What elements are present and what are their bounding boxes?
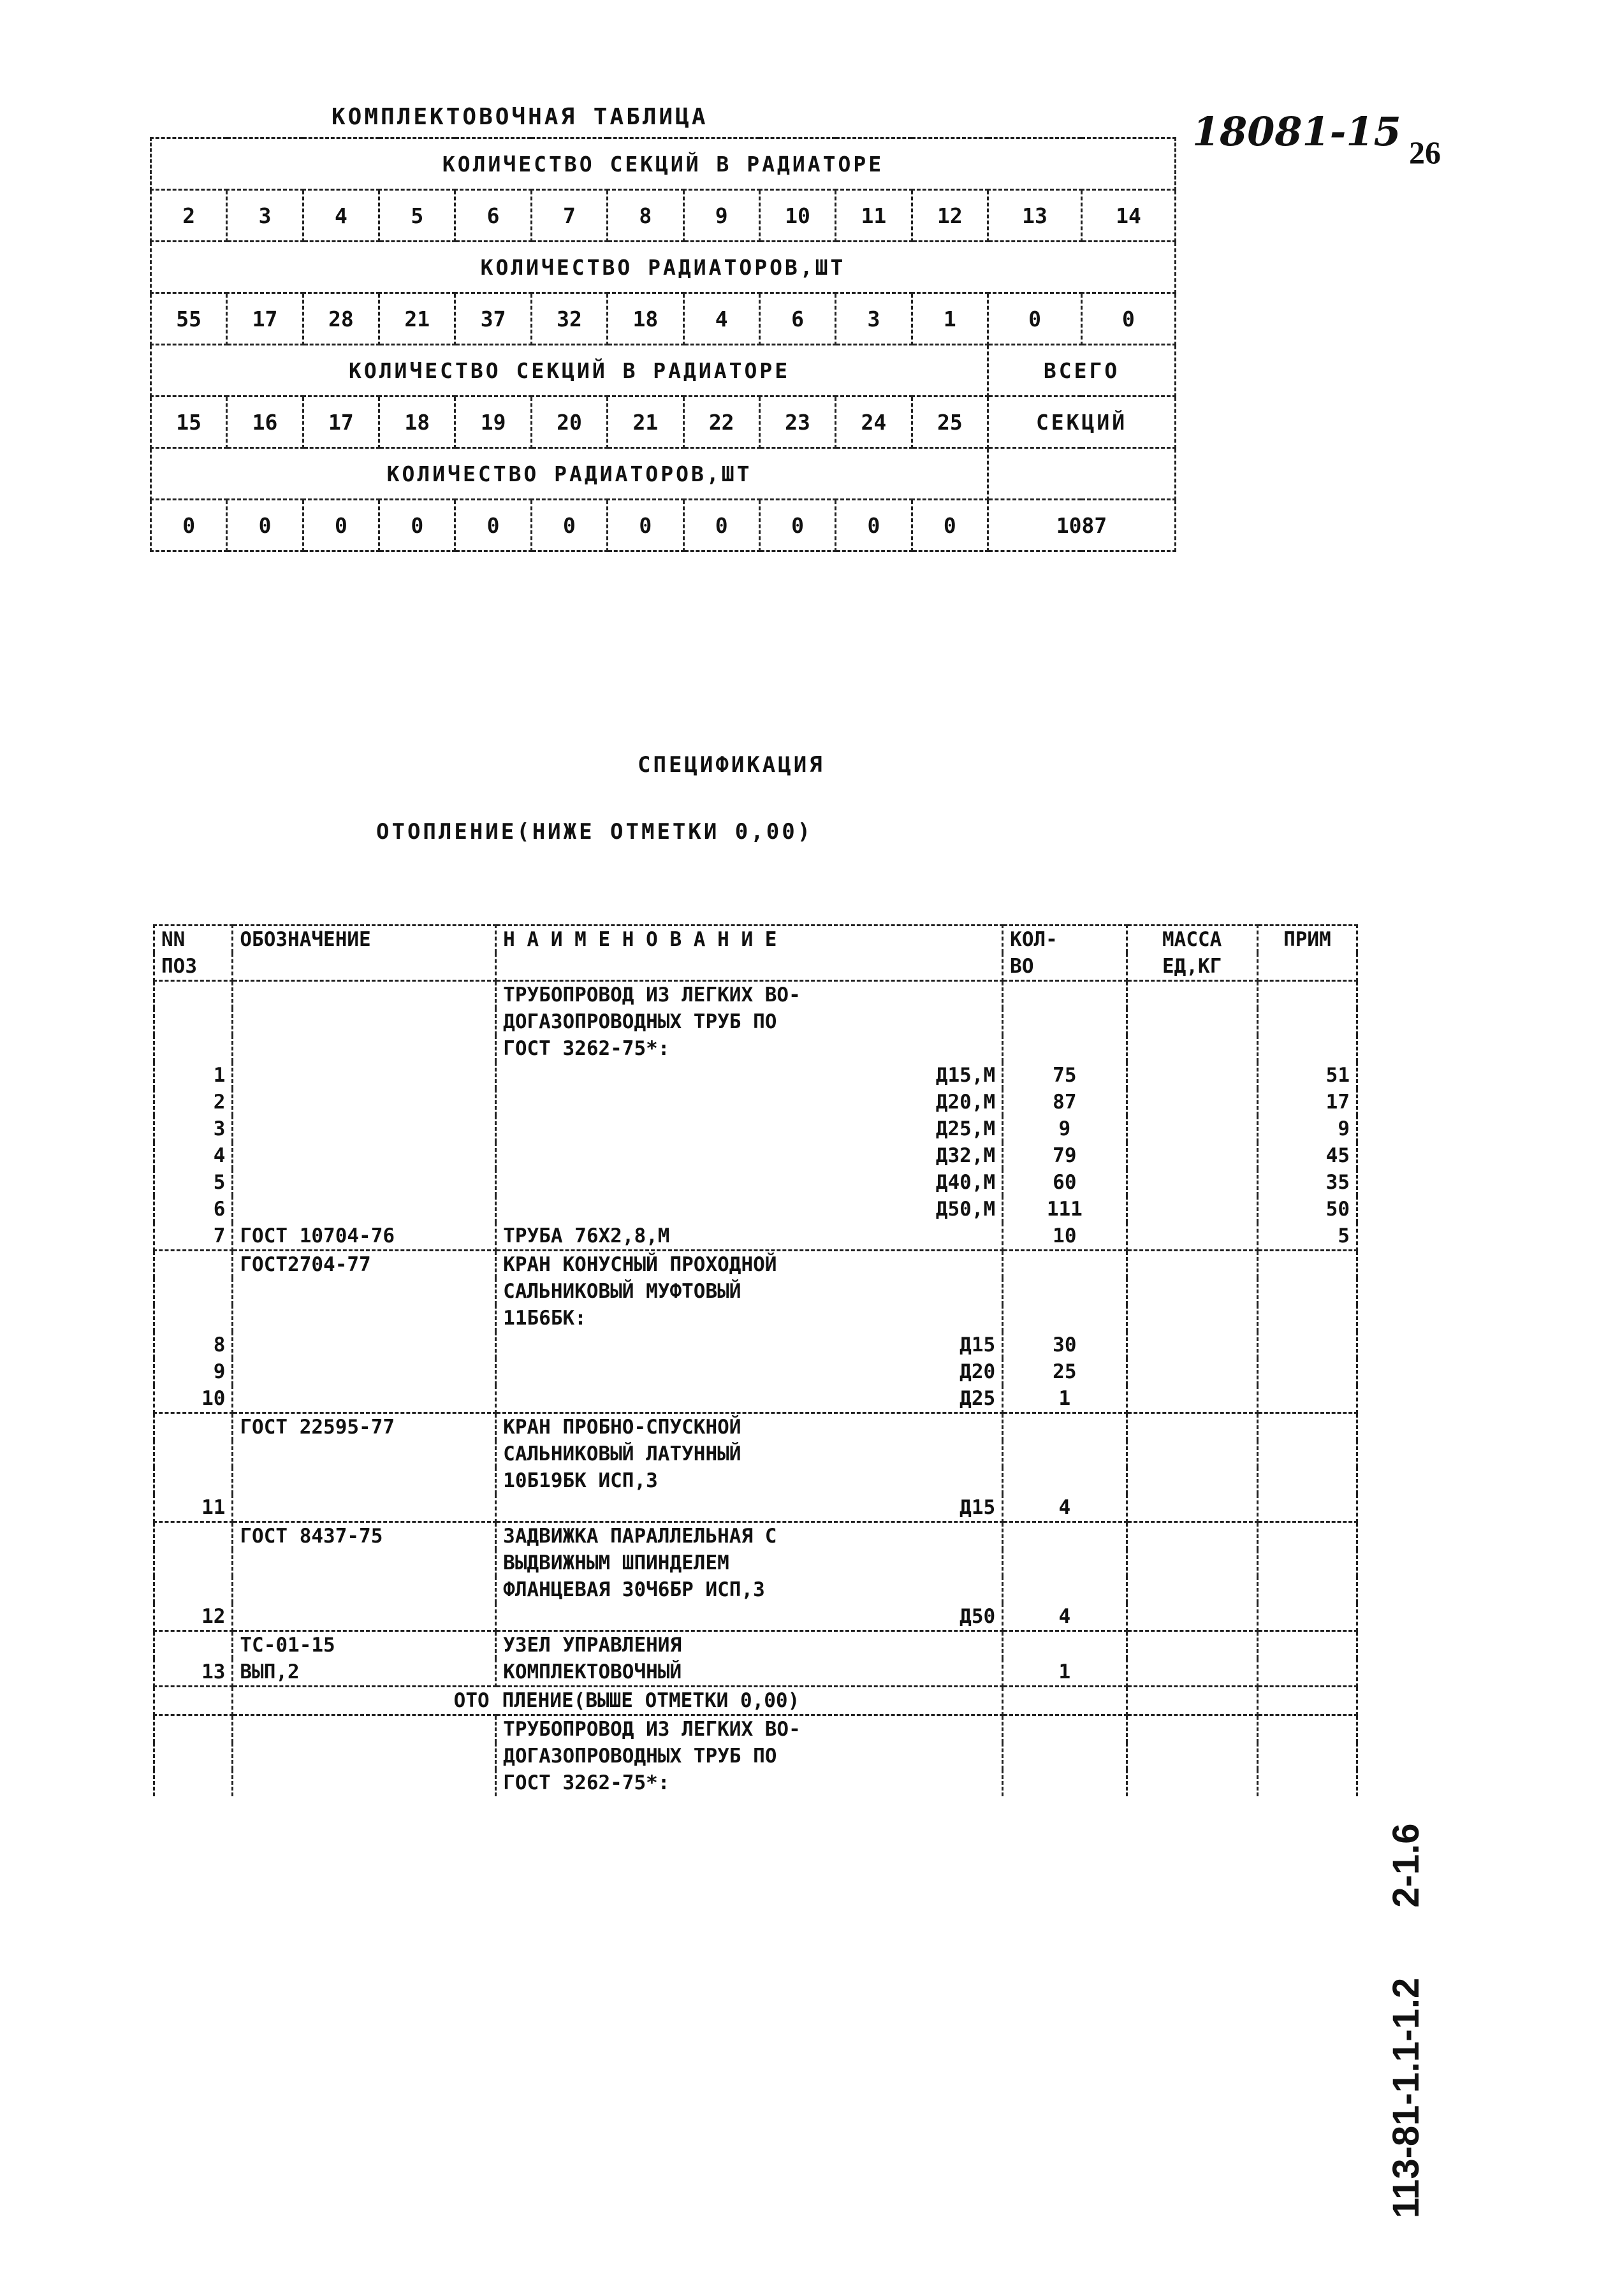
row-kol	[1003, 1769, 1127, 1796]
table-row	[154, 1743, 1357, 1769]
row-poz	[154, 1008, 233, 1035]
row-naim: Д25,М	[496, 1115, 1003, 1142]
completion-table	[150, 137, 1176, 552]
section-empty	[154, 1687, 233, 1715]
row-naim: УЗЕЛ УПРАВЛЕНИЯ	[496, 1631, 1003, 1659]
row-kol: 9	[1003, 1115, 1127, 1142]
table-row	[154, 1251, 1357, 1279]
row-kol	[1003, 1441, 1127, 1467]
row-naim: ГОСТ 3262-75*:	[496, 1035, 1003, 1062]
row-prim: 5	[1257, 1223, 1357, 1251]
cell: 6	[759, 293, 835, 345]
tail-body	[154, 1715, 1357, 1797]
row-oboz	[233, 1494, 496, 1522]
row-mass	[1127, 1115, 1257, 1142]
row-poz: 13	[154, 1659, 233, 1687]
row-prim	[1257, 1715, 1357, 1743]
row-poz	[154, 1631, 233, 1659]
table-row	[154, 1413, 1357, 1441]
header-mass: МАССА	[1127, 926, 1257, 954]
header-naim: Н А И М Е Н О В А Н И Е	[496, 926, 1003, 954]
row-oboz	[233, 1115, 496, 1142]
cell: 4	[683, 293, 759, 345]
row-poz	[154, 1467, 233, 1494]
upper-section-right: ПЛЕНИЕ(ВЫШЕ ОТМЕТКИ 0,00)	[496, 1687, 1003, 1715]
row-oboz	[233, 1008, 496, 1035]
row-kol: 4	[1003, 1603, 1127, 1631]
row-mass	[1127, 1142, 1257, 1169]
row-poz	[154, 1743, 233, 1769]
row-naim: ФЛАНЦЕВАЯ 30Ч6БР ИСП,3	[496, 1576, 1003, 1603]
row-kol	[1003, 1631, 1127, 1659]
cell: 18	[608, 293, 683, 345]
row-prim: 9	[1257, 1115, 1357, 1142]
cell: 15	[151, 396, 227, 448]
row-naim: САЛЬНИКОВЫЙ ЛАТУННЫЙ	[496, 1441, 1003, 1467]
row-mass	[1127, 1631, 1257, 1659]
header-prim: ПРИМ	[1257, 926, 1357, 954]
row-naim: Д50,М	[496, 1196, 1003, 1223]
row-oboz	[233, 1576, 496, 1603]
table-row	[154, 1062, 1357, 1089]
row-poz	[154, 1522, 233, 1550]
row-oboz	[233, 1385, 496, 1413]
cell: 0	[531, 500, 607, 551]
row-kol: 87	[1003, 1089, 1127, 1115]
sections-row-a	[151, 190, 1176, 242]
row-mass	[1127, 1278, 1257, 1305]
row-oboz	[233, 1769, 496, 1796]
stamp-code-2: 2-1.6	[1385, 1823, 1427, 1908]
row-mass	[1127, 1769, 1257, 1796]
row-naim: Д25	[496, 1385, 1003, 1413]
table-row	[154, 1603, 1357, 1631]
cell: 12	[912, 190, 988, 242]
header-mass-2: ЕД,КГ	[1127, 953, 1257, 981]
spec-title: СПЕЦИФИКАЦИЯ	[638, 752, 825, 778]
row-prim	[1257, 1494, 1357, 1522]
header-poz: ПОЗ	[154, 953, 233, 981]
row-prim	[1257, 1659, 1357, 1687]
row-kol	[1003, 1251, 1127, 1279]
row-poz	[154, 1305, 233, 1332]
row-kol	[1003, 1305, 1127, 1332]
cell: 9	[683, 190, 759, 242]
row-naim: 10Б19БК ИСП,3	[496, 1467, 1003, 1494]
row-kol: 4	[1003, 1494, 1127, 1522]
row-poz	[154, 1251, 233, 1279]
row-naim: ГОСТ 3262-75*:	[496, 1769, 1003, 1796]
row-naim: Д15,М	[496, 1062, 1003, 1089]
row-oboz	[233, 1089, 496, 1115]
row-naim: САЛЬНИКОВЫЙ МУФТОВЫЙ	[496, 1278, 1003, 1305]
row-oboz	[233, 1358, 496, 1385]
cell: 13	[988, 190, 1082, 242]
row-mass	[1127, 1603, 1257, 1631]
row-naim: ТРУБА 76Х2,8,М	[496, 1223, 1003, 1251]
row-poz: 6	[154, 1196, 233, 1223]
row-poz	[154, 1769, 233, 1796]
total-header: ВСЕГО	[988, 345, 1176, 396]
row-oboz	[233, 1715, 496, 1743]
table-row	[154, 1358, 1357, 1385]
header-empty	[1257, 953, 1357, 981]
row-prim: 50	[1257, 1196, 1357, 1223]
table-row	[154, 1196, 1357, 1223]
row-oboz	[233, 1062, 496, 1089]
row-naim: ДОГАЗОПРОВОДНЫХ ТРУБ ПО	[496, 1008, 1003, 1035]
row-poz: 3	[154, 1115, 233, 1142]
row-poz	[154, 1576, 233, 1603]
row-prim	[1257, 1550, 1357, 1576]
row-mass	[1127, 1659, 1257, 1687]
total-empty	[988, 448, 1176, 500]
row-mass	[1127, 1169, 1257, 1196]
table-row	[154, 1115, 1357, 1142]
table-row	[154, 1494, 1357, 1522]
cell: 0	[988, 293, 1082, 345]
row-mass	[1127, 1358, 1257, 1385]
row-kol	[1003, 1522, 1127, 1550]
row-prim	[1257, 1413, 1357, 1441]
row-kol	[1003, 1743, 1127, 1769]
row-oboz	[233, 981, 496, 1009]
row-prim	[1257, 1769, 1357, 1796]
row-oboz	[233, 1603, 496, 1631]
table-row	[154, 1550, 1357, 1576]
cell: 0	[683, 500, 759, 551]
cell: 8	[608, 190, 683, 242]
cell: 18	[379, 396, 455, 448]
table-row	[154, 1769, 1357, 1796]
row-poz: 1	[154, 1062, 233, 1089]
table-row	[154, 1008, 1357, 1035]
cell: 0	[912, 500, 988, 551]
cell: 10	[759, 190, 835, 242]
row-kol	[1003, 1278, 1127, 1305]
row-kol: 25	[1003, 1358, 1127, 1385]
row-poz: 4	[154, 1142, 233, 1169]
row-naim: Д40,М	[496, 1169, 1003, 1196]
row-naim: ДОГАЗОПРОВОДНЫХ ТРУБ ПО	[496, 1743, 1003, 1769]
row-poz	[154, 981, 233, 1009]
row-naim: КРАН ПРОБНО-СПУСКНОЙ	[496, 1413, 1003, 1441]
row-kol: 60	[1003, 1169, 1127, 1196]
cell: 4	[303, 190, 379, 242]
row-prim	[1257, 1332, 1357, 1358]
table-row	[154, 1441, 1357, 1467]
row-kol: 75	[1003, 1062, 1127, 1089]
cell: 24	[836, 396, 912, 448]
table-row	[154, 1332, 1357, 1358]
cell: 37	[455, 293, 531, 345]
sections-header-b: КОЛИЧЕСТВО СЕКЦИЙ В РАДИАТОРЕ	[151, 345, 988, 396]
row-mass	[1127, 1576, 1257, 1603]
row-kol: 79	[1003, 1142, 1127, 1169]
row-poz: 7	[154, 1223, 233, 1251]
row-kol	[1003, 1035, 1127, 1062]
row-poz: 8	[154, 1332, 233, 1358]
row-poz	[154, 1441, 233, 1467]
cell: 14	[1081, 190, 1175, 242]
row-kol	[1003, 1467, 1127, 1494]
cell: 0	[303, 500, 379, 551]
radiators-header-b: КОЛИЧЕСТВО РАДИАТОРОВ,ШТ	[151, 448, 988, 500]
row-oboz	[233, 1035, 496, 1062]
row-mass	[1127, 1251, 1257, 1279]
cell: 21	[608, 396, 683, 448]
row-naim: КОМПЛЕКТОВОЧНЫЙ	[496, 1659, 1003, 1687]
row-kol: 1	[1003, 1385, 1127, 1413]
row-poz	[154, 1550, 233, 1576]
row-naim: ТРУБОПРОВОД ИЗ ЛЕГКИХ ВО-	[496, 981, 1003, 1009]
row-oboz: ГОСТ 8437-75	[233, 1522, 496, 1550]
row-prim	[1257, 1305, 1357, 1332]
cell: 17	[227, 293, 303, 345]
table-row	[154, 1278, 1357, 1305]
row-mass	[1127, 981, 1257, 1009]
cell: 11	[836, 190, 912, 242]
table-row	[154, 1223, 1357, 1251]
header-oboz: ОБОЗНАЧЕНИЕ	[233, 926, 496, 954]
row-mass	[1127, 1196, 1257, 1223]
cell: 16	[227, 396, 303, 448]
handwritten-number: 18081-15	[1192, 108, 1401, 155]
table-row	[154, 1089, 1357, 1115]
table-row	[154, 1169, 1357, 1196]
cell: 23	[759, 396, 835, 448]
row-mass	[1127, 1743, 1257, 1769]
row-prim	[1257, 1576, 1357, 1603]
row-prim	[1257, 1441, 1357, 1467]
row-oboz: ТС-01-15	[233, 1631, 496, 1659]
cell: 0	[836, 500, 912, 551]
row-poz	[154, 1035, 233, 1062]
row-kol: 1	[1003, 1659, 1127, 1687]
header-kol-2: ВО	[1003, 953, 1127, 981]
page-title: КОМПЛЕКТОВОЧНАЯ ТАБЛИЦА	[332, 104, 708, 130]
row-kol	[1003, 1715, 1127, 1743]
row-naim: Д50	[496, 1603, 1003, 1631]
row-mass	[1127, 1089, 1257, 1115]
row-prim: 17	[1257, 1089, 1357, 1115]
cell: 0	[379, 500, 455, 551]
row-oboz: ВЫП,2	[233, 1659, 496, 1687]
row-prim	[1257, 1251, 1357, 1279]
row-prim	[1257, 1358, 1357, 1385]
row-kol	[1003, 1008, 1127, 1035]
row-mass	[1127, 1715, 1257, 1743]
row-kol: 30	[1003, 1332, 1127, 1358]
section-empty	[1127, 1687, 1257, 1715]
cell: 7	[531, 190, 607, 242]
row-prim	[1257, 1631, 1357, 1659]
cell: 1	[912, 293, 988, 345]
counts-row-a	[151, 293, 1176, 345]
row-naim: КРАН КОНУСНЫЙ ПРОХОДНОЙ	[496, 1251, 1003, 1279]
row-naim: Д32,М	[496, 1142, 1003, 1169]
row-mass	[1127, 1441, 1257, 1467]
row-naim: Д20	[496, 1358, 1003, 1385]
row-mass	[1127, 1332, 1257, 1358]
cell: 6	[455, 190, 531, 242]
row-prim	[1257, 981, 1357, 1009]
spec-subtitle: ОТОПЛЕНИЕ(НИЖЕ ОТМЕТКИ 0,00)	[376, 819, 814, 845]
row-mass	[1127, 1062, 1257, 1089]
row-oboz: ГОСТ 22595-77	[233, 1413, 496, 1441]
cell: 22	[683, 396, 759, 448]
row-prim: 35	[1257, 1169, 1357, 1196]
row-mass	[1127, 1494, 1257, 1522]
section-empty	[1003, 1687, 1127, 1715]
total-subheader: СЕКЦИЙ	[988, 396, 1176, 448]
row-mass	[1127, 1413, 1257, 1441]
row-kol	[1003, 1413, 1127, 1441]
upper-section-left: ОТО	[233, 1687, 496, 1715]
row-kol	[1003, 1550, 1127, 1576]
sections-header-a: КОЛИЧЕСТВО СЕКЦИЙ В РАДИАТОРЕ	[151, 138, 1176, 190]
row-naim: Д15	[496, 1332, 1003, 1358]
table-row	[154, 1631, 1357, 1659]
cell: 0	[455, 500, 531, 551]
row-oboz	[233, 1278, 496, 1305]
cell: 17	[303, 396, 379, 448]
total-value: 1087	[988, 500, 1176, 551]
radiators-header-a: КОЛИЧЕСТВО РАДИАТОРОВ,ШТ	[151, 242, 1176, 293]
spec-body	[154, 981, 1357, 1687]
cell: 0	[227, 500, 303, 551]
row-kol: 10	[1003, 1223, 1127, 1251]
row-oboz: ГОСТ2704-77	[233, 1251, 496, 1279]
row-oboz	[233, 1196, 496, 1223]
cell: 2	[151, 190, 227, 242]
table-row	[154, 1385, 1357, 1413]
row-naim: Д15	[496, 1494, 1003, 1522]
row-oboz	[233, 1169, 496, 1196]
row-mass	[1127, 1550, 1257, 1576]
row-prim	[1257, 1467, 1357, 1494]
row-poz	[154, 1715, 233, 1743]
table-row	[154, 981, 1357, 1009]
row-mass	[1127, 1223, 1257, 1251]
cell: 32	[531, 293, 607, 345]
cell: 25	[912, 396, 988, 448]
row-oboz	[233, 1332, 496, 1358]
table-row	[154, 1035, 1357, 1062]
row-naim: Д20,М	[496, 1089, 1003, 1115]
row-naim: ЗАДВИЖКА ПАРАЛЛЕЛЬНАЯ С	[496, 1522, 1003, 1550]
cell: 28	[303, 293, 379, 345]
cell: 55	[151, 293, 227, 345]
table-row	[154, 1659, 1357, 1687]
row-poz: 12	[154, 1603, 233, 1631]
cell: 5	[379, 190, 455, 242]
page-number: 26	[1409, 134, 1441, 170]
cell: 20	[531, 396, 607, 448]
cell: 19	[455, 396, 531, 448]
counts-row-b	[151, 500, 1176, 551]
table-row	[154, 1576, 1357, 1603]
row-poz	[154, 1413, 233, 1441]
row-prim	[1257, 1603, 1357, 1631]
table-row	[154, 1715, 1357, 1743]
row-oboz	[233, 1441, 496, 1467]
row-naim: ТРУБОПРОВОД ИЗ ЛЕГКИХ ВО-	[496, 1715, 1003, 1743]
sections-row-b	[151, 396, 1176, 448]
row-prim	[1257, 1008, 1357, 1035]
table-row	[154, 1467, 1357, 1494]
row-kol	[1003, 981, 1127, 1009]
row-mass	[1127, 1522, 1257, 1550]
cell: 0	[759, 500, 835, 551]
cell: 0	[151, 500, 227, 551]
row-oboz	[233, 1743, 496, 1769]
row-mass	[1127, 1035, 1257, 1062]
row-oboz: ГОСТ 10704-76	[233, 1223, 496, 1251]
header-kol: КОЛ-	[1003, 926, 1127, 954]
table-row	[154, 1522, 1357, 1550]
side-stamp	[1383, 1772, 1428, 2218]
row-prim: 51	[1257, 1062, 1357, 1089]
row-prim	[1257, 1522, 1357, 1550]
row-kol	[1003, 1576, 1127, 1603]
cell: 3	[836, 293, 912, 345]
cell: 0	[1081, 293, 1175, 345]
cell: 0	[608, 500, 683, 551]
row-kol: 111	[1003, 1196, 1127, 1223]
cell: 3	[227, 190, 303, 242]
row-prim	[1257, 1035, 1357, 1062]
row-oboz	[233, 1467, 496, 1494]
row-mass	[1127, 1385, 1257, 1413]
row-mass	[1127, 1008, 1257, 1035]
row-mass	[1127, 1305, 1257, 1332]
row-poz: 5	[154, 1169, 233, 1196]
table-row	[154, 1142, 1357, 1169]
row-prim	[1257, 1743, 1357, 1769]
row-poz: 10	[154, 1385, 233, 1413]
stamp-code-1: 113-81-1.1-1.2	[1385, 1977, 1427, 2218]
header-nn: NN	[154, 926, 233, 954]
row-poz: 2	[154, 1089, 233, 1115]
spec-table	[153, 924, 1358, 1796]
row-poz: 11	[154, 1494, 233, 1522]
row-prim	[1257, 1385, 1357, 1413]
row-mass	[1127, 1467, 1257, 1494]
row-naim: ВЫДВИЖНЫМ ШПИНДЕЛЕМ	[496, 1550, 1003, 1576]
row-prim: 45	[1257, 1142, 1357, 1169]
row-poz	[154, 1278, 233, 1305]
row-oboz	[233, 1142, 496, 1169]
row-naim: 11Б6БК:	[496, 1305, 1003, 1332]
row-prim	[1257, 1278, 1357, 1305]
table-row	[154, 1305, 1357, 1332]
header-empty	[233, 953, 496, 981]
header-empty	[496, 953, 1003, 981]
row-oboz	[233, 1550, 496, 1576]
row-poz: 9	[154, 1358, 233, 1385]
row-oboz	[233, 1305, 496, 1332]
cell: 21	[379, 293, 455, 345]
section-empty	[1257, 1687, 1357, 1715]
